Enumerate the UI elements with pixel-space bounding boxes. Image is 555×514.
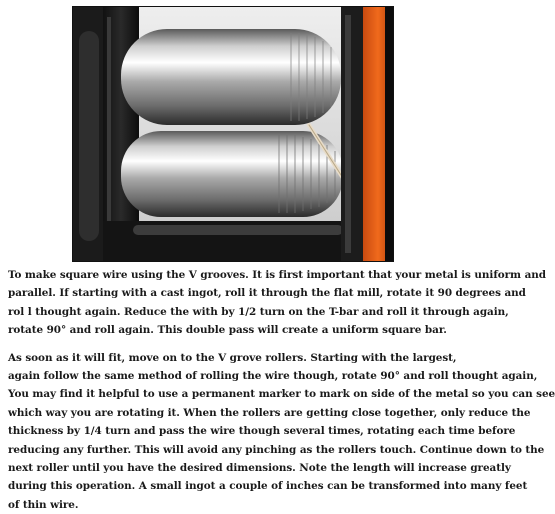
text-line: of thin wire. [8, 498, 79, 511]
rolling-mill-photo [72, 6, 394, 262]
instructions-article [8, 266, 555, 514]
text-line: reducing any further. This will avoid any pinching as the rollers touch. Continue down to the [8, 443, 545, 456]
text-line: As soon as it will fit, move on to the V grove rollers. Starting with the largest, [8, 351, 457, 364]
text-line: You may find it helpful to use a permanent marker to mark on side of the metal so you can see [8, 388, 555, 401]
text-line: thickness by 1/4 turn and pass the wire though several times, rotating each time before [8, 425, 516, 438]
paragraph-v-groove-rollers [8, 349, 555, 514]
text-line: next roller until you have the desired dimensions. Note the length will increase greatly [8, 462, 511, 475]
text-line: parallel. If starting with a cast ingot, roll it through the flat mill, rotate it 90 degrees and [8, 287, 526, 300]
text-line: rol l thought again. Reduce the with by 1/2 turn on the T-bar and roll it through again, [8, 305, 509, 318]
text-line: during this operation. A small ingot a couple of inches can be transformed into many feet [8, 480, 528, 493]
text-line: To make square wire using the V grooves. It is first important that your metal is uniform and [8, 269, 546, 281]
text-line: which way you are rotating it. When the rollers are getting close together, only reduce the [8, 406, 531, 419]
text-line: rotate 90° and roll again. This double pass will create a uniform square bar. [8, 324, 447, 337]
text-line: again follow the same method of rolling the wire though, rotate 90° and roll thought again, [8, 370, 538, 383]
paragraph-square-wire [8, 266, 546, 340]
